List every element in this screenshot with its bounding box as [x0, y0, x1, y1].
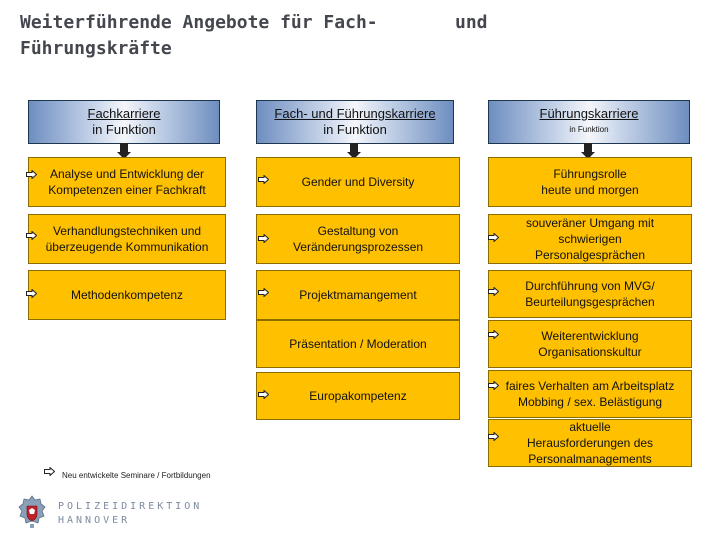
seminar-label: Gender und Diversity: [301, 175, 415, 189]
seminar-box: [256, 372, 460, 420]
bullet-arrow-icon: [26, 170, 37, 179]
seminar-box: [488, 157, 692, 207]
seminar-label: aktuelle Herausforderungen des Personalmanagements: [526, 420, 654, 466]
bullet-arrow-icon: [26, 289, 37, 298]
seminar-box: [256, 157, 460, 207]
header-fach-fuehrung: [256, 100, 454, 144]
bullet-arrow-icon: [258, 288, 269, 297]
legend-label: Neu entwickelte Seminare / Fortbildungen: [62, 471, 211, 480]
bullet-arrow-icon: [488, 233, 499, 242]
header-fuehrungskarriere: [488, 100, 690, 144]
bullet-arrow-icon: [488, 287, 499, 296]
seminar-label: souveräner Umgang mit schwierigen Personalgesprächen: [525, 216, 655, 262]
header-fach-fuehrung-sub: in Funktion: [323, 122, 387, 137]
seminar-box: [488, 270, 692, 318]
logo-wordmark: [58, 500, 202, 528]
bullet-arrow-icon: [488, 330, 499, 339]
header-fachkarriere-title: Fachkarriere: [87, 106, 161, 121]
police-shield-icon: [18, 495, 46, 529]
title-line-2: Führungskräfte: [20, 38, 172, 59]
seminar-box: [256, 214, 460, 264]
seminar-label: Durchführung von MVG/ Beurteilungsgesprächen: [525, 279, 655, 309]
seminar-label: Weiterentwicklung Organisationskultur: [538, 329, 642, 359]
seminar-box: [28, 214, 226, 264]
seminar-box: [28, 270, 226, 320]
header-fachkarriere: [28, 100, 220, 144]
seminar-box: [488, 419, 692, 467]
header-fuehrungskarriere-sub: in Funktion: [569, 125, 609, 134]
title-and: und: [455, 12, 488, 33]
bullet-arrow-icon: [44, 467, 55, 476]
header-fachkarriere-sub: in Funktion: [92, 122, 156, 137]
logo-line-2: HANNOVER: [58, 515, 131, 526]
seminar-box: [28, 157, 226, 207]
bullet-arrow-icon: [258, 390, 269, 399]
bullet-arrow-icon: [258, 234, 269, 243]
bullet-arrow-icon: [26, 231, 37, 240]
bullet-arrow-icon: [488, 432, 499, 441]
seminar-label: Projektmamangement: [299, 288, 417, 302]
seminar-box: [256, 270, 460, 320]
page-title: [20, 10, 378, 62]
header-fuehrungskarriere-title: Führungskarriere: [539, 106, 639, 121]
seminar-box: [256, 320, 460, 368]
seminar-label: Europakompetenz: [309, 389, 407, 403]
title-line-1: Weiterführende Angebote für Fach-: [20, 12, 378, 33]
seminar-label: Präsentation / Moderation: [289, 337, 427, 351]
seminar-label: Führungsrolle heute und morgen: [541, 167, 639, 197]
header-fach-fuehrung-title: Fach- und Führungskarriere: [274, 106, 436, 121]
bullet-arrow-icon: [488, 381, 499, 390]
seminar-box: [488, 214, 692, 264]
logo-line-1: POLIZEIDIREKTION: [58, 501, 203, 512]
seminar-label: Methodenkompetenz: [70, 288, 184, 302]
seminar-label: Analyse und Entwicklung der Kompetenzen einer Fachkraft: [48, 167, 206, 197]
seminar-box: [488, 370, 692, 418]
bullet-arrow-icon: [258, 175, 269, 184]
seminar-label: faires Verhalten am Arbeitsplatz Mobbing / sex. Belästigung: [505, 379, 675, 409]
seminar-label: Verhandlungstechniken und überzeugende Kommunikation: [45, 224, 209, 254]
seminar-box: [488, 320, 692, 368]
seminar-label: Gestaltung von Veränderungsprozessen: [292, 224, 424, 254]
